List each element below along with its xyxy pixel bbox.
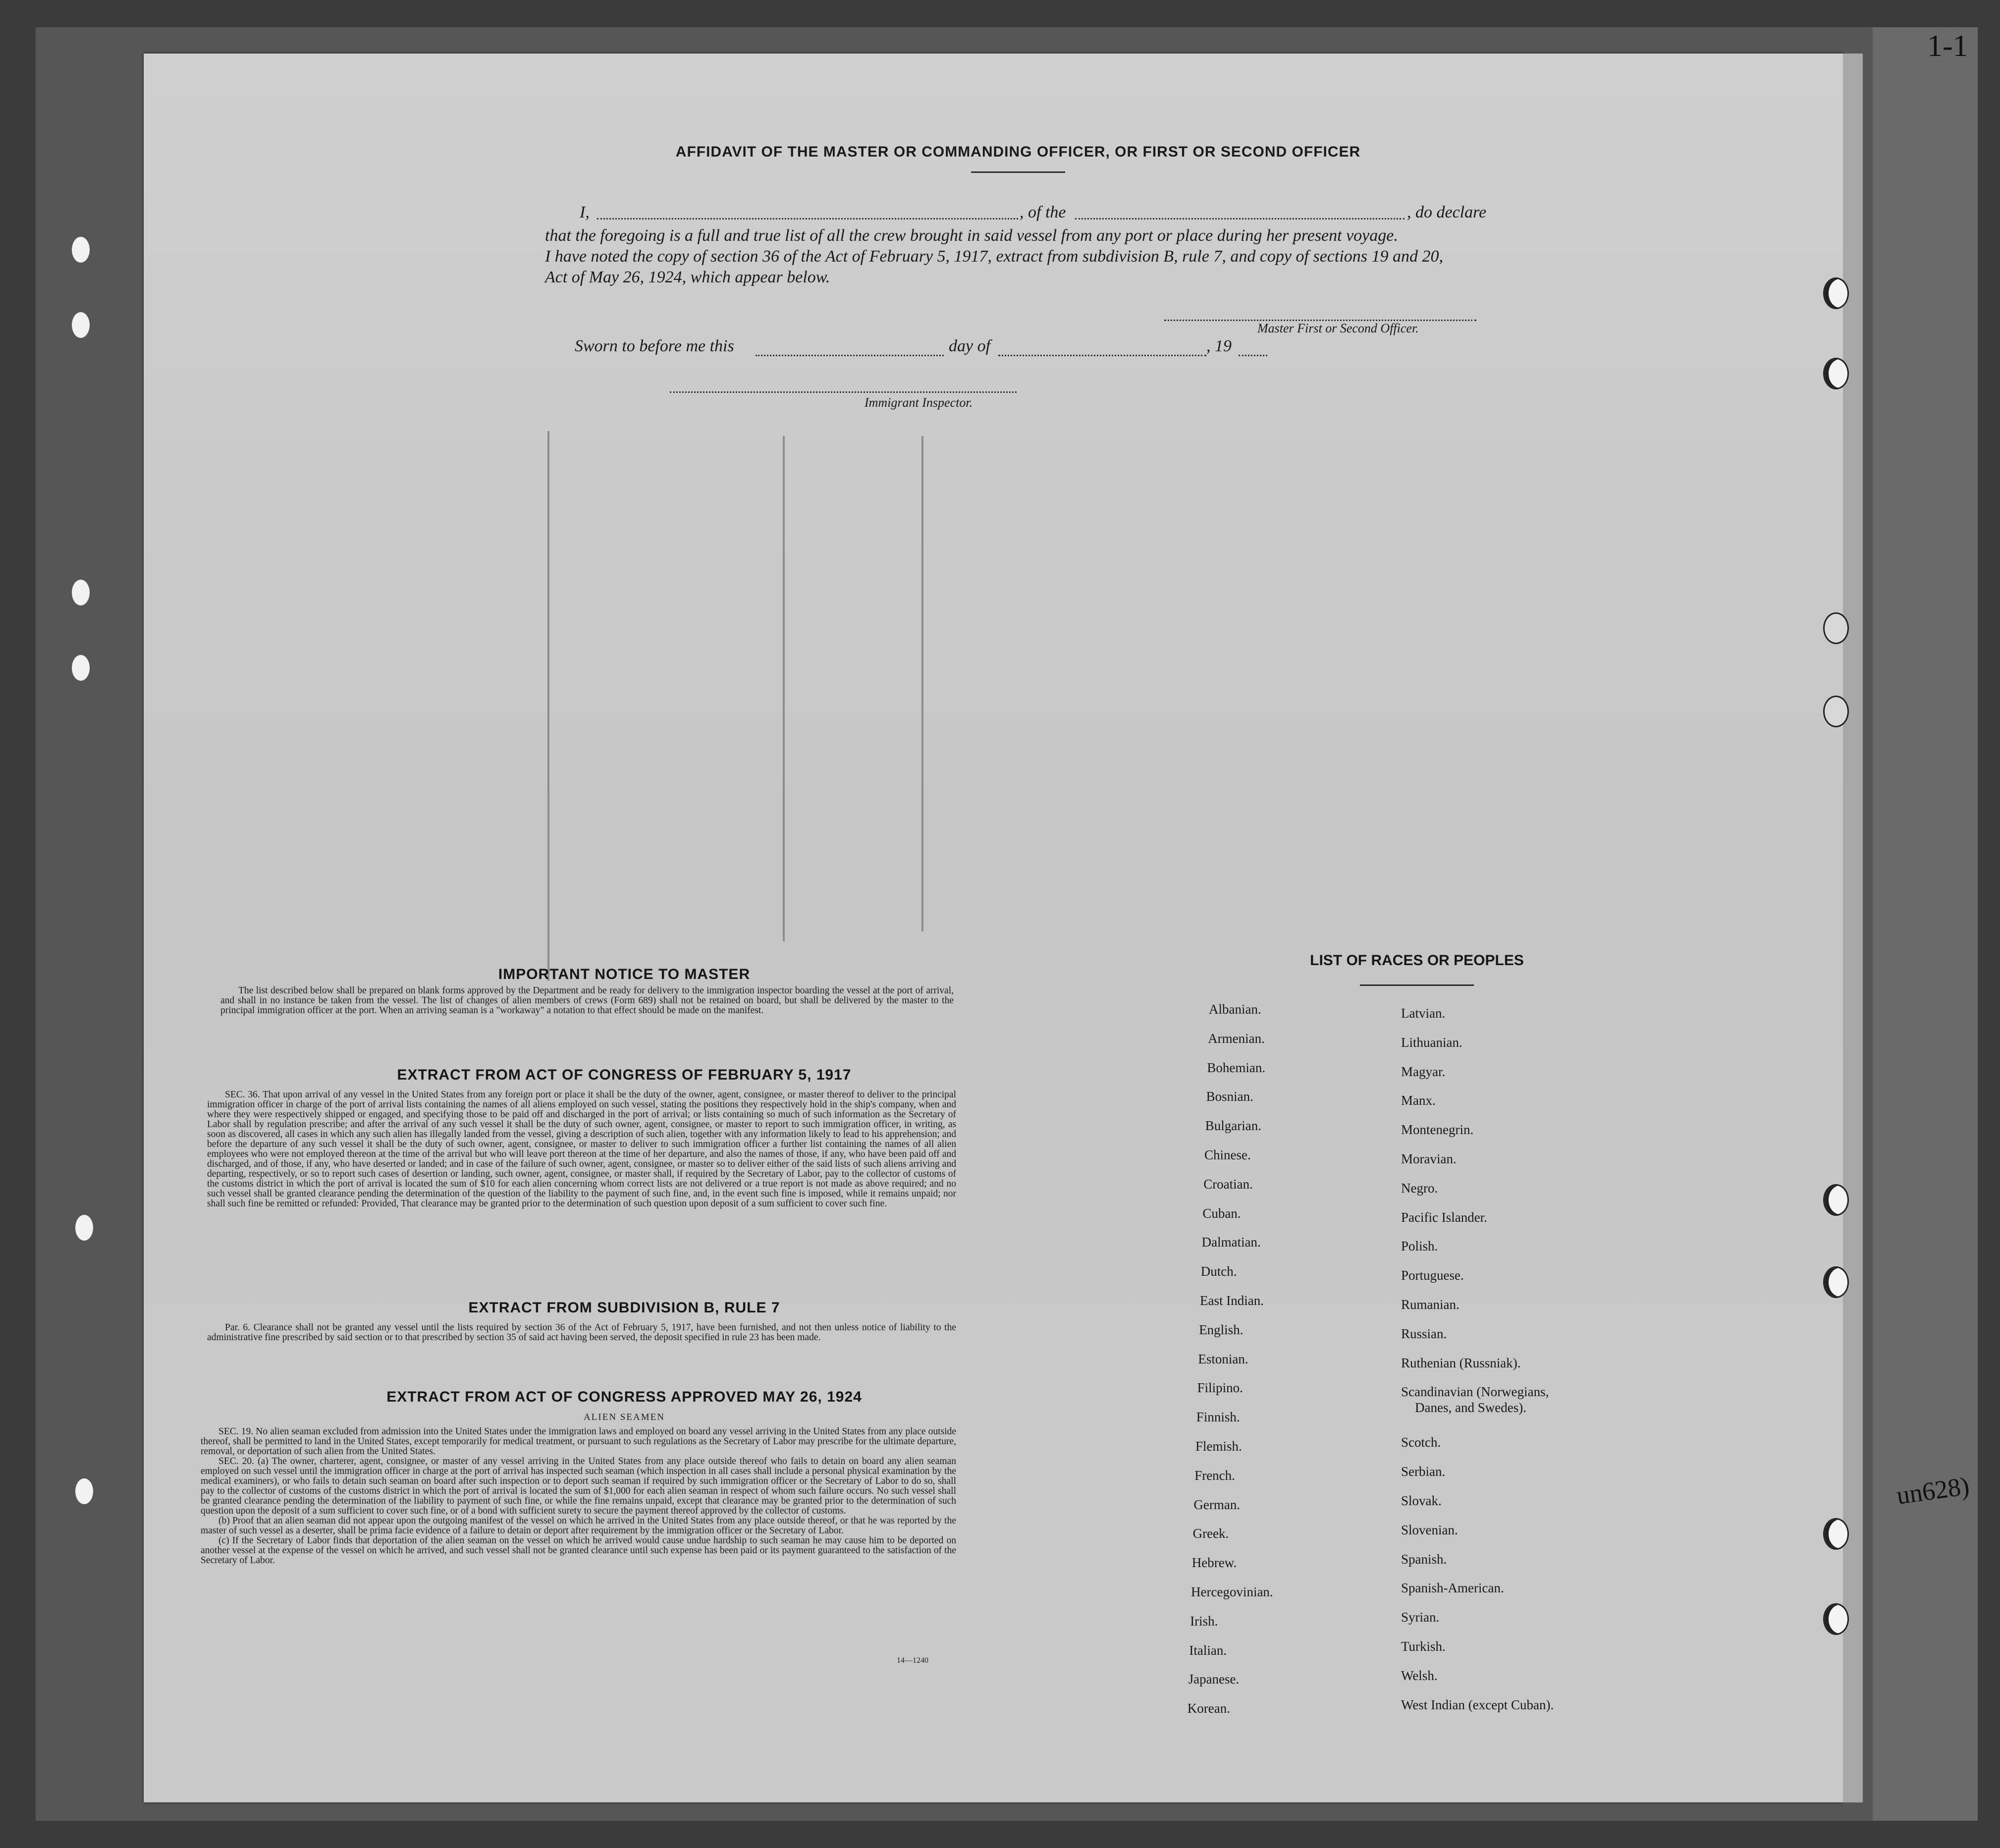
binder-hole bbox=[1823, 358, 1849, 389]
binder-hole bbox=[1823, 1603, 1849, 1635]
year-prefix: , 19 bbox=[1206, 337, 1232, 355]
race-item: Syrian. bbox=[1401, 1610, 1440, 1625]
binder-hole bbox=[1823, 612, 1849, 644]
race-item: Montenegrin. bbox=[1401, 1122, 1474, 1137]
par6-paragraph: Par. 6. Clearance shall not be granted any vessel until the lists required by section 36 of the Act of February 5, 1917, have been furnished, and not then unless notice of liability to the administrative fine prescribed by said section or to that prescribed by section 35 of said act having been served, the deposit specified in rule 23 has been made. bbox=[207, 1322, 956, 1343]
notice-title: IMPORTANT NOTICE TO MASTER bbox=[498, 966, 751, 982]
race-item: Bulgarian. bbox=[1205, 1118, 1262, 1133]
sec19-paragraph: SEC. 19. No alien seaman excluded from admission into the United States under the immigration laws and employed on board any vessel arriving in the United States from any place outside thereof, shall be permitted to land in the United States, except temporarily for medical treatment, or pursuant to such regulations as the Secretary of Labor may prescribe for the ultimate departure, removal, or deportation of such alien from the United States. bbox=[201, 1426, 956, 1457]
notice-text bbox=[220, 986, 954, 1016]
form-number: 14—1240 bbox=[897, 1656, 928, 1665]
affidavit-i-label: I, bbox=[580, 203, 590, 221]
race-item: Greek. bbox=[1192, 1526, 1229, 1541]
race-item: Chinese. bbox=[1204, 1147, 1251, 1162]
race-item: Korean. bbox=[1187, 1701, 1231, 1716]
sworn-day-blank bbox=[756, 355, 944, 356]
race-item: Negro. bbox=[1401, 1181, 1438, 1196]
race-item: Hercegovinian. bbox=[1191, 1584, 1273, 1599]
race-item: Bosnian. bbox=[1206, 1089, 1253, 1104]
extract-rule7-text bbox=[207, 1323, 956, 1343]
bleed-through-line bbox=[783, 436, 785, 941]
race-item: Pacific Islander. bbox=[1401, 1210, 1487, 1225]
race-item: Moravian. bbox=[1401, 1151, 1457, 1166]
binder-hole bbox=[1823, 696, 1849, 727]
affidavit-line3: Act of May 26, 1924, which appear below. bbox=[545, 268, 830, 286]
affidavit-do-declare: , do declare bbox=[1407, 203, 1487, 221]
race-item: Turkish. bbox=[1401, 1639, 1446, 1654]
inspector-blank bbox=[670, 391, 1017, 393]
notice-paragraph: The list described below shall be prepared on blank forms approved by the Department and be ready for delivery to the immigration inspector boarding the vessel at the port of arrival, and shall in no instance be taken from the vessel. The list of changes of alien members of crews (Form 689) shall not be retained on board, but shall be delivered by the master to the principal immigration officer at the port. When an arriving seaman is a "workaway" a notation to that effect should be made on the manifest. bbox=[220, 985, 954, 1016]
name-blank bbox=[597, 218, 1018, 219]
binder-hole bbox=[1823, 1518, 1849, 1550]
race-item: Scotch. bbox=[1401, 1435, 1441, 1450]
race-item: Spanish. bbox=[1401, 1552, 1447, 1567]
sec20a-paragraph: SEC. 20. (a) The owner, charterer, agent, consignee, or master of any vessel arriving in the United States from any place outside thereof who fails to detain on board any alien seaman employed on such vessel until the immigration officer in charge at the port of arrival has inspected such seaman (which inspection in all cases shall include a personal physical examination by the medical examiners), or who fails to detain such seaman on board after such inspection or to deport such seaman if required by such immigration officer or the Secretary of Labor to do so, shall pay to the collector of customs of the customs district in which the port of arrival is located the sum of $1,000 for each alien seaman in respect of whom such failure occurs. No such vessel shall be granted clearance pending the determination of the liability to payment of such fine, or while the fine remains unpaid, except that clearance may be granted prior to the determination of such question upon the deposit of a sum sufficient to cover such fine, or of a bond with sufficient surety to secure the payment thereof approved by the collector of customs. bbox=[201, 1456, 956, 1516]
alien-seamen-subtitle: ALIEN SEAMEN bbox=[584, 1412, 665, 1422]
race-item: Armenian. bbox=[1208, 1031, 1265, 1046]
race-item: Ruthenian (Russniak). bbox=[1401, 1356, 1521, 1370]
bleed-through-line bbox=[921, 436, 923, 931]
extract-1917-title: EXTRACT FROM ACT OF CONGRESS OF FEBRUARY 5, 1917 bbox=[397, 1067, 852, 1083]
vessel-blank bbox=[1075, 218, 1405, 219]
race-item: Russian. bbox=[1401, 1326, 1447, 1341]
binder-hole bbox=[1823, 1266, 1849, 1298]
punch-hole bbox=[72, 580, 90, 605]
race-item: Dalmatian. bbox=[1201, 1235, 1261, 1250]
race-item: East Indian. bbox=[1200, 1293, 1264, 1308]
race-item: Croatian. bbox=[1203, 1177, 1253, 1192]
race-item: Albanian. bbox=[1209, 1002, 1261, 1017]
race-item: Filipino. bbox=[1197, 1380, 1243, 1395]
race-item: Slovenian. bbox=[1401, 1522, 1458, 1537]
sworn-label: Sworn to before me this bbox=[575, 337, 734, 355]
race-item: Slovak. bbox=[1401, 1493, 1442, 1508]
binder-hole bbox=[1823, 277, 1849, 309]
punch-hole bbox=[75, 1478, 93, 1504]
races-title: LIST OF RACES OR PEOPLES bbox=[1310, 952, 1524, 969]
race-item: Serbian. bbox=[1401, 1464, 1446, 1479]
race-item: Flemish. bbox=[1195, 1439, 1242, 1454]
race-item: Finnish. bbox=[1196, 1410, 1240, 1424]
race-item: Danes, and Swedes). bbox=[1415, 1400, 1526, 1415]
inspector-label: Immigrant Inspector. bbox=[865, 395, 973, 410]
affidavit-line2: I have noted the copy of section 36 of the Act of February 5, 1917, extract from subdivision B, rule 7, and copy of sections 19 and 20, bbox=[545, 247, 1444, 266]
affidavit-line1: that the foregoing is a full and true list of all the crew brought in said vessel from any port or place during her present voyage. bbox=[545, 226, 1398, 245]
race-item: Latvian. bbox=[1401, 1006, 1446, 1021]
race-item: German. bbox=[1193, 1497, 1241, 1512]
bleed-through-line bbox=[547, 431, 549, 981]
race-item: French. bbox=[1194, 1468, 1235, 1483]
extract-1924-text bbox=[201, 1427, 956, 1566]
punch-hole bbox=[75, 1215, 93, 1241]
race-item: Lithuanian. bbox=[1401, 1035, 1462, 1050]
sec20b-paragraph: (b) Proof that an alien seaman did not appear upon the outgoing manifest of the vessel on which he arrived in the United States from any place outside thereof, or that he was reported by the master of such vessel as a deserter, shall be prima facie evidence of a failure to detain or deport after requirement by the immigration officer or the Secretary of Labor. bbox=[201, 1516, 956, 1536]
race-item: Japanese. bbox=[1188, 1672, 1240, 1686]
race-item: Italian. bbox=[1189, 1643, 1227, 1658]
race-item: Manx. bbox=[1401, 1093, 1436, 1108]
race-item: Polish. bbox=[1401, 1239, 1438, 1253]
affidavit-title: AFFIDAVIT OF THE MASTER OR COMMANDING OFFICER, OR FIRST OR SECOND OFFICER bbox=[675, 144, 1361, 160]
race-item: Rumanian. bbox=[1401, 1297, 1459, 1312]
race-item: English. bbox=[1199, 1322, 1243, 1337]
binder-hole bbox=[1823, 1184, 1849, 1216]
race-item: Dutch. bbox=[1200, 1264, 1237, 1279]
side-mark: un628) bbox=[1894, 1472, 1971, 1510]
extract-1917-text bbox=[207, 1090, 956, 1209]
sworn-month-blank bbox=[998, 355, 1206, 356]
race-item: West Indian (except Cuban). bbox=[1401, 1697, 1554, 1712]
affidavit-of-the: , of the bbox=[1020, 203, 1066, 221]
race-item: Irish. bbox=[1190, 1614, 1218, 1629]
race-item: Spanish-American. bbox=[1401, 1580, 1504, 1595]
signature-label: Master First or Second Officer. bbox=[1257, 321, 1419, 335]
race-item: Hebrew. bbox=[1191, 1555, 1237, 1570]
punch-hole bbox=[72, 655, 90, 681]
sec36-paragraph: SEC. 36. That upon arrival of any vessel in the United States from any foreign port or place it shall be the duty of the owner, agent, consignee, or master thereof to deliver to the principal immigration officer in charge of the port of arrival lists containing the names of all aliens employed on such vessel, stating the positions they respectively hold in the ship's company, when and where they were respectively shipped or engaged, and specifying those to be paid off and discharged in the port of arrival; or lists containing so much of such information as the Secretary of Labor shall by regulation prescribe; and after the arrival of any such vessel it shall be the duty of such owner, agent, consignee, or master to report to such immigration officer, in writing, as soon as discovered, all cases in which any such alien has illegally landed from the vessel, giving a description of such alien, together with any information likely to lead to his apprehension; and before the departure of any such vessel it shall be the duty of such owner, agent, consignee, or master to deliver to such immigration officer a further list containing the names of all alien employees who were not employed thereon at the time of the arrival but who will leave port thereon at the time of her departure, and also the names of those, if any, who have been paid off and discharged, and of those, if any, who have deserted or landed; and in case of the failure of such owner, agent, consignee, or master so to deliver either of the said lists of such aliens arriving and departing, respectively, or so to report such cases of desertion or landing, such owner, agent, consignee, or master shall, if required by the Secretary of Labor, pay to the collector of customs of the customs district in which the port of arrival is located the sum of $10 for each alien concerning whom correct lists are not delivered or a true report is not made as above required; and no such vessel shall be granted clearance pending the determination of the question of the liability to the payment of such fine, and, in the event such fine is imposed, while it remains unpaid; nor shall such fine be remitted or refunded: Provided, That clearance may be granted prior to the determination of such question upon deposit of a sum sufficient to cover such fine. bbox=[207, 1089, 956, 1209]
race-item: Bohemian. bbox=[1207, 1060, 1266, 1075]
race-item: Estonian. bbox=[1198, 1352, 1248, 1366]
title-rule bbox=[971, 171, 1065, 173]
corner-mark: 1-1 bbox=[1927, 29, 1968, 63]
race-item: Magyar. bbox=[1401, 1064, 1446, 1079]
punch-hole bbox=[72, 237, 90, 263]
scan-frame-right bbox=[1873, 27, 1978, 1821]
year-blank bbox=[1239, 355, 1267, 356]
extract-1924-title: EXTRACT FROM ACT OF CONGRESS APPROVED MAY 26, 1924 bbox=[386, 1389, 862, 1405]
race-item: Portuguese. bbox=[1401, 1268, 1464, 1283]
extract-rule7-title: EXTRACT FROM SUBDIVISION B, RULE 7 bbox=[468, 1300, 780, 1316]
race-item: Cuban. bbox=[1202, 1206, 1241, 1221]
race-item: Welsh. bbox=[1401, 1668, 1438, 1683]
sec20c-paragraph: (c) If the Secretary of Labor finds that deportation of the alien seaman on the vessel on which he arrived would cause undue hardship to such seaman he may cause him to be deported on another vessel at the expense of the vessel on which he arrived, and such vessel shall not be granted clearance until such expense has been paid or its payment guaranteed to the satisfaction of the Secretary of Labor. bbox=[201, 1535, 956, 1566]
day-of-label: day of bbox=[949, 337, 991, 355]
race-item: Scandinavian (Norwegians, bbox=[1401, 1384, 1549, 1399]
punch-hole bbox=[72, 312, 90, 338]
races-title-rule bbox=[1360, 984, 1474, 986]
